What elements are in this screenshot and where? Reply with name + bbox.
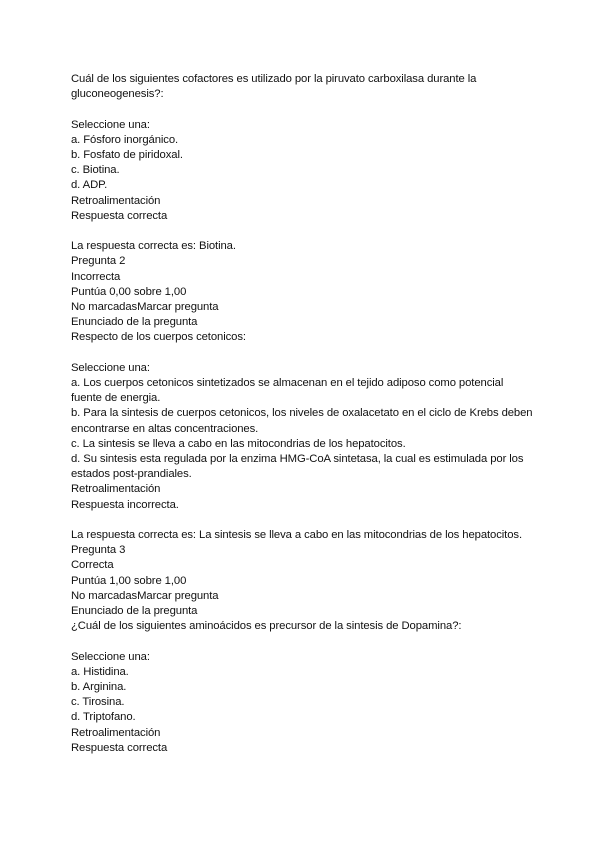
q2-number: Pregunta 2 bbox=[71, 255, 126, 268]
q3-option-d: d. Triptofano. bbox=[71, 711, 136, 724]
q2-statement-label: Enunciado de la pregunta bbox=[71, 316, 198, 329]
q2-option-d: d. Su sintesis esta regulada por la enzima HMG-CoA sintetasa, la cual es estimulada por los estados post-prandiales. bbox=[71, 453, 524, 481]
q2-select-label: Seleccione una: bbox=[71, 361, 150, 374]
spacer bbox=[71, 224, 533, 239]
q3-result: Respuesta correcta bbox=[71, 741, 168, 754]
q3-option-b: b. Arginina. bbox=[71, 681, 127, 694]
q1-option-a: a. Fósforo inorgánico. bbox=[71, 133, 179, 146]
q3-stem: ¿Cuál de los siguientes aminoácidos es precursor de la sintesis de Dopamina?: bbox=[71, 620, 462, 633]
q3-flag: No marcadasMarcar pregunta bbox=[71, 589, 219, 602]
q3-feedback-label: Retroalimentación bbox=[71, 726, 161, 739]
q1-feedback-label: Retroalimentación bbox=[71, 194, 161, 207]
q1-option-d: d. ADP. bbox=[71, 179, 108, 192]
q1-result: Respuesta correcta bbox=[71, 209, 168, 222]
q3-option-a: a. Histidina. bbox=[71, 665, 129, 678]
q2-option-c: c. La sintesis se lleva a cabo en las mitocondrias de los hepatocitos. bbox=[71, 437, 406, 450]
q2-score: Puntúa 0,00 sobre 1,00 bbox=[71, 285, 187, 298]
q3-statement-label: Enunciado de la pregunta bbox=[71, 605, 198, 618]
q1-answer: La respuesta correcta es: Biotina. bbox=[71, 240, 236, 253]
q2-option-a: a. Los cuerpos cetonicos sintetizados se almacenan en el tejido adiposo como potencial fuente de energia. bbox=[71, 377, 504, 405]
q2-result: Respuesta incorrecta. bbox=[71, 498, 179, 511]
q3-score: Puntúa 1,00 sobre 1,00 bbox=[71, 574, 187, 587]
spacer bbox=[71, 102, 533, 117]
q1-stem: Cuál de los siguientes cofactores es utilizado por la piruvato carboxilasa durante la gluconeogenesis?: bbox=[71, 73, 477, 101]
spacer bbox=[71, 346, 533, 361]
q2-state: Incorrecta bbox=[71, 270, 121, 283]
q2-flag: No marcadasMarcar pregunta bbox=[71, 301, 219, 314]
q3-number: Pregunta 3 bbox=[71, 544, 126, 557]
q3-option-c: c. Tirosina. bbox=[71, 696, 125, 709]
q1-option-b: b. Fosfato de piridoxal. bbox=[71, 149, 183, 161]
q2-option-b: b. Para la sintesis de cuerpos cetonicos, los niveles de oxalacetato en el ciclo de Krebs deben encontrarse en altas concentraciones. bbox=[71, 407, 533, 435]
q1-select-label: Seleccione una: bbox=[71, 118, 150, 131]
spacer bbox=[71, 634, 533, 649]
q3-state: Correcta bbox=[71, 559, 114, 572]
q3-select-label: Seleccione una: bbox=[71, 650, 150, 663]
q2-answer: La respuesta correcta es: La sintesis se lleva a cabo en las mitocondrias de los hepatocitos. bbox=[71, 529, 522, 542]
q2-stem: Respecto de los cuerpos cetonicos: bbox=[71, 331, 246, 344]
q1-option-c: c. Biotina. bbox=[71, 164, 120, 177]
q2-feedback-label: Retroalimentación bbox=[71, 483, 161, 496]
spacer bbox=[71, 513, 533, 528]
document-body bbox=[71, 72, 533, 756]
